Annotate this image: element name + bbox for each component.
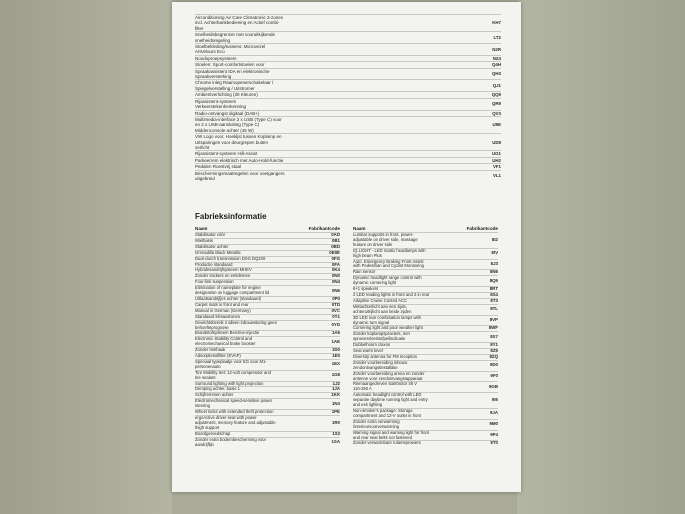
option-code: 0N0 <box>331 273 340 279</box>
option-name: ergoActive driver seat with power adjustment, memory feature and adjustable thigh support <box>195 415 276 430</box>
option-name: Wielbasis <box>195 237 213 243</box>
option-row <box>195 437 340 448</box>
option-code: 8S4 <box>490 291 498 297</box>
option-code: 0P0 <box>332 295 340 301</box>
right-options-list <box>353 232 498 446</box>
option-code: 8I2 <box>491 236 498 242</box>
option-code: VF1 <box>492 164 501 170</box>
option-name: Non-smoker's package: Storage compartment and 12-V outlet in front <box>353 408 421 418</box>
option-row <box>353 430 498 441</box>
option-code: QJ1 <box>492 83 501 89</box>
option-code: 8X7 <box>490 333 498 339</box>
option-code: 1EX <box>331 361 340 367</box>
option-row <box>195 133 501 150</box>
option-code: 0AD <box>331 232 340 237</box>
option-name: Airconditioning Air Care Climatronic 3-zones incl. Achterbankbediening en Actief combi- filter <box>195 15 284 31</box>
option-code: 0N4 <box>331 279 340 285</box>
option-code: 0B1 <box>331 237 340 243</box>
option-code: U9E <box>492 122 501 128</box>
option-name: Zonder extra verwarming /interieurvoorverwarming <box>353 418 400 429</box>
option-name: Diversity antenna for FM reception <box>353 353 418 359</box>
option-row <box>353 408 498 419</box>
option-row <box>195 250 340 256</box>
right-column-header <box>353 226 498 231</box>
option-code: 1R0 <box>331 419 340 425</box>
option-row <box>195 431 340 437</box>
option-name: Gewichtsbereik 4 alleen inbouwsturing geen behoefteprognose <box>195 319 277 330</box>
option-code: 9T0 <box>490 440 498 446</box>
option-row <box>195 157 501 163</box>
option-code: UG1 <box>491 151 501 157</box>
option-code: UD8 <box>492 139 501 145</box>
option-name: Brandstofsysteem Benzine-injectie <box>195 330 260 336</box>
option-code: 0K4 <box>331 267 340 273</box>
option-code: 8WF <box>488 325 498 331</box>
option-code: 9P4 <box>490 432 498 438</box>
option-code: 1E0 <box>332 353 340 359</box>
option-code: 8Q5 <box>489 277 498 283</box>
option-code: 8VP <box>489 317 498 323</box>
option-row <box>195 296 340 302</box>
option-code: 0TD <box>331 301 340 307</box>
option-code: 0BD <box>331 243 340 249</box>
option-row <box>195 68 501 80</box>
option-row <box>195 244 340 250</box>
option-code: 1J2 <box>332 380 340 386</box>
option-name: Demping achter, basis 1 <box>195 386 240 392</box>
option-name: Mistachterlicht aan een zijde, achteruitrijlicht aan beide zijden <box>353 303 412 314</box>
option-code: 9I5 <box>491 397 498 403</box>
option-code: LT2 <box>493 34 501 40</box>
option-code: 8Y1 <box>490 342 498 348</box>
option-code: UH2 <box>492 157 501 163</box>
option-name: Rijassistent-systeem Verkeerstekenherkenning <box>195 98 247 110</box>
option-row <box>195 110 501 116</box>
option-code: 8J3 <box>490 260 498 266</box>
option-row <box>195 116 501 133</box>
option-code: Q4H <box>491 62 501 68</box>
option-name: Riemaangedreven startmotor 48 V 110-250 A <box>353 381 418 392</box>
option-row <box>353 315 498 326</box>
option-code: 9F0 <box>490 373 498 379</box>
option-row <box>353 232 498 248</box>
option-name: Four-link suspension <box>195 279 234 285</box>
option-code: 8ZQ <box>489 353 498 359</box>
option-name: Uitlaatsandrijfjes achter (standaard) <box>195 295 262 301</box>
option-name: Zonder voorbereiding inbouw zendontvangstinstallatie <box>353 359 408 370</box>
option-name: Beschermingsmaatregelen voor voetgangers uitgebreid <box>195 170 285 181</box>
option-code: 1AE <box>331 338 340 344</box>
option-name: Elimination of nameplate for engine designation on luggage compartment lid <box>195 285 270 296</box>
option-code: 1A5 <box>331 330 340 336</box>
option-row <box>195 31 501 43</box>
option-code: 8RT <box>489 286 498 292</box>
option-row <box>195 336 340 347</box>
option-name: Snelheidsbegrenzer met vooruitkijkende snelheidsregeling <box>195 32 276 43</box>
option-row <box>195 359 340 370</box>
option-name: Adaptive Cruise Control ACC <box>353 297 407 303</box>
option-code: QR9 <box>491 101 501 107</box>
col-code-header: Fabrikantcode <box>466 226 498 231</box>
option-name: Parkeerrem elektrisch met Auto-Hold-functie <box>195 157 284 163</box>
option-row <box>195 314 340 320</box>
left-options-list <box>195 232 340 447</box>
option-row <box>195 43 501 55</box>
option-name: Standaard klimaatzones <box>195 313 240 319</box>
option-name: Radio-ontvangst digitaal (DAB+) <box>195 110 260 116</box>
option-row <box>353 304 498 315</box>
option-name: 2 LED reading lights in front and 2 in rear <box>353 291 430 297</box>
option-code: 1SA <box>331 439 340 445</box>
option-code: NZ4 <box>492 55 501 61</box>
option-code: QH3 <box>491 71 501 77</box>
option-row <box>195 55 501 61</box>
option-row <box>195 98 501 110</box>
option-code: 0E0E <box>329 249 340 255</box>
option-code: N2R <box>492 46 501 52</box>
option-row <box>353 371 498 382</box>
option-name: Lumbar supports in front, power- adjustable on driver side, massage feature on driver side <box>353 232 418 247</box>
option-code: 0FA <box>331 261 340 267</box>
option-row <box>195 415 340 431</box>
option-code: 9GB <box>488 383 498 389</box>
option-name: Chrome inleg Raamopenerschakelaar / Spiegelverstelling / Uitstromer <box>195 80 274 91</box>
option-code: 8TL <box>490 306 498 312</box>
option-code: 8IV <box>491 250 498 256</box>
option-name: Seat warm level <box>353 348 383 354</box>
option-name: Grenadilla Black Metallic <box>195 249 241 255</box>
option-row <box>195 302 340 308</box>
option-name: Adsorptiesolfilter (EVAP) <box>195 353 241 359</box>
option-code: 0YD <box>331 322 340 328</box>
option-code: 1G8 <box>331 372 340 378</box>
option-name: Stoelbekleding/Iussens: Microvezel ArtVelours Eco <box>195 44 266 55</box>
option-code: QV3 <box>492 110 501 116</box>
option-name: Zonder verwarmbare ruitensproeiers <box>353 440 421 446</box>
option-code: 9D0 <box>489 362 498 368</box>
option-code: 9M0 <box>489 421 498 427</box>
option-name: Zonder koplampsproeiers, met sproeiervloeistofpeilindicatie <box>353 331 410 342</box>
option-name: Ambientverlichting (30 Kleuren) <box>195 92 258 98</box>
option-name: Wheel locks with extended theft protection <box>195 409 274 415</box>
left-column-header <box>195 226 340 231</box>
option-row <box>353 419 498 430</box>
option-name: Rijassistent-systeem Hill-Assist <box>195 151 258 157</box>
option-name: Schijfremmen achter <box>195 392 234 398</box>
option-code: QQ9 <box>491 92 501 98</box>
option-name: Spraakassistent IDA en elektronische Spraakversterking <box>195 68 270 80</box>
option-code: VL1 <box>492 173 501 179</box>
option-name: Speciaal typeplaatje voor EG voor M1- personenauto <box>195 358 267 369</box>
option-code: 1KK <box>331 392 340 398</box>
option-row <box>353 248 498 259</box>
option-row <box>195 91 501 97</box>
option-name: Carpet mats in front and rear <box>195 301 249 307</box>
option-code: 8T3 <box>490 297 498 303</box>
option-name: Zonder trekhaak <box>195 347 226 353</box>
document-sheet <box>172 2 521 492</box>
option-name: Zonder extra bodembescherming voor aandrijflijn <box>195 436 266 447</box>
option-row <box>195 232 340 238</box>
option-row <box>353 392 498 408</box>
option-row <box>195 308 340 314</box>
option-name: Dual-clutch transmission DSG DQ200 <box>195 255 266 261</box>
option-row <box>353 259 498 270</box>
option-code: 1N3 <box>331 400 340 406</box>
background-table-right <box>517 0 685 514</box>
col-name-header: Naam <box>195 226 208 231</box>
option-name: Electromechanical speed-sensitive power steering <box>195 398 273 409</box>
option-row <box>195 61 501 67</box>
option-name: VW Logo voor, Hoekljst tussen Koplamp en Uitsparingen voor deurgrepen buiten verlicht <box>195 134 282 150</box>
option-row <box>353 275 498 286</box>
option-code: 1JA <box>331 386 340 392</box>
background-table-left <box>0 0 172 514</box>
option-code: 0FG <box>331 255 340 261</box>
option-name: Stabilisator vóór <box>195 232 226 237</box>
option-name: Stoelen: Sport-comfortstoelen voor <box>195 62 265 68</box>
option-name: Automatic headlight control with LED separate daytime running light and entry and exit lighting <box>353 392 428 408</box>
option-name: Zonder voorbereiding arena en zonder antenne voor zendontvangstapparaat <box>353 370 425 381</box>
option-code: 1PE <box>331 409 340 415</box>
option-row <box>195 370 340 381</box>
option-row <box>195 79 501 91</box>
option-row <box>353 292 498 298</box>
option-row <box>195 256 340 262</box>
option-code: 9JA <box>489 410 498 416</box>
option-name: Warning signal and warning light for front and rear seat belts not fastened <box>353 429 429 440</box>
option-row <box>353 331 498 342</box>
option-row <box>195 320 340 331</box>
option-name: Manual in German (Germany) <box>195 307 251 313</box>
option-code: 8Z5 <box>490 348 498 354</box>
option-row <box>353 354 498 360</box>
option-name: Auto. Emergency Braking Front Assist with Pedestrian and Cyclist Monitoring <box>353 258 424 269</box>
option-name: Noodoproepsysteem <box>195 55 237 61</box>
option-name: Hybridesandrijfsysteem MHEV <box>195 267 252 273</box>
option-name: Tire Mobility Set: 12-volt compressor and tire sealant <box>195 369 271 380</box>
col-code-header: Fabrikantcode <box>308 226 340 231</box>
option-name: Productie standaard <box>195 261 233 267</box>
left-column <box>195 226 340 447</box>
option-name: Stabilisator achter <box>195 243 229 249</box>
option-name: Boordgereedschap <box>195 430 231 436</box>
col-name-header: Naam <box>353 226 366 231</box>
option-row <box>195 170 501 182</box>
upper-options-list <box>195 14 501 181</box>
option-name: Electronic Stability Control and electromechanical brake booster <box>195 336 256 347</box>
option-name: Dubbelhoorn claxon <box>353 342 391 348</box>
right-column <box>353 226 498 446</box>
option-row <box>195 163 501 169</box>
option-name: Surround lighting with light projection <box>195 380 264 386</box>
option-name: Pedalen Roestvrij staal <box>195 164 242 170</box>
option-code: 8N6 <box>489 269 498 275</box>
option-name: 3D LED rear combination lamps with dynamic turn signal <box>353 314 421 325</box>
option-code: 0VC <box>331 307 340 313</box>
option-name: IQ.LIGHT - LED matrix headlamps with high beam Plus <box>353 247 426 258</box>
option-row <box>195 238 340 244</box>
option-row <box>195 14 501 31</box>
option-name: Zonder stickers en emblemen <box>195 273 251 279</box>
option-row <box>195 285 340 296</box>
option-name: Dynamic headlight range control with dynamic cornering light <box>353 275 422 286</box>
option-code: 0N6 <box>331 287 340 293</box>
option-name: Rain sensor <box>353 269 376 275</box>
option-row <box>353 298 498 304</box>
option-code: KH7 <box>492 20 501 26</box>
option-code: 1D0 <box>331 347 340 353</box>
option-row <box>353 381 498 392</box>
option-row <box>353 440 498 446</box>
section-title: Fabrieksinformatie <box>195 212 267 221</box>
option-row <box>195 398 340 409</box>
option-row <box>195 150 501 156</box>
option-code: 0Y1 <box>332 313 340 319</box>
option-name: Cornering light and poor weather light <box>353 325 423 331</box>
option-row <box>353 360 498 371</box>
option-name: Multimedia-interface 2 x USB (Type C) voor en 2 x USB-aansluiting (Type C) Middenconsole achter (45 W) <box>195 116 282 133</box>
option-name: 6+1 speakers <box>353 286 379 292</box>
option-code: 1S3 <box>332 430 340 436</box>
